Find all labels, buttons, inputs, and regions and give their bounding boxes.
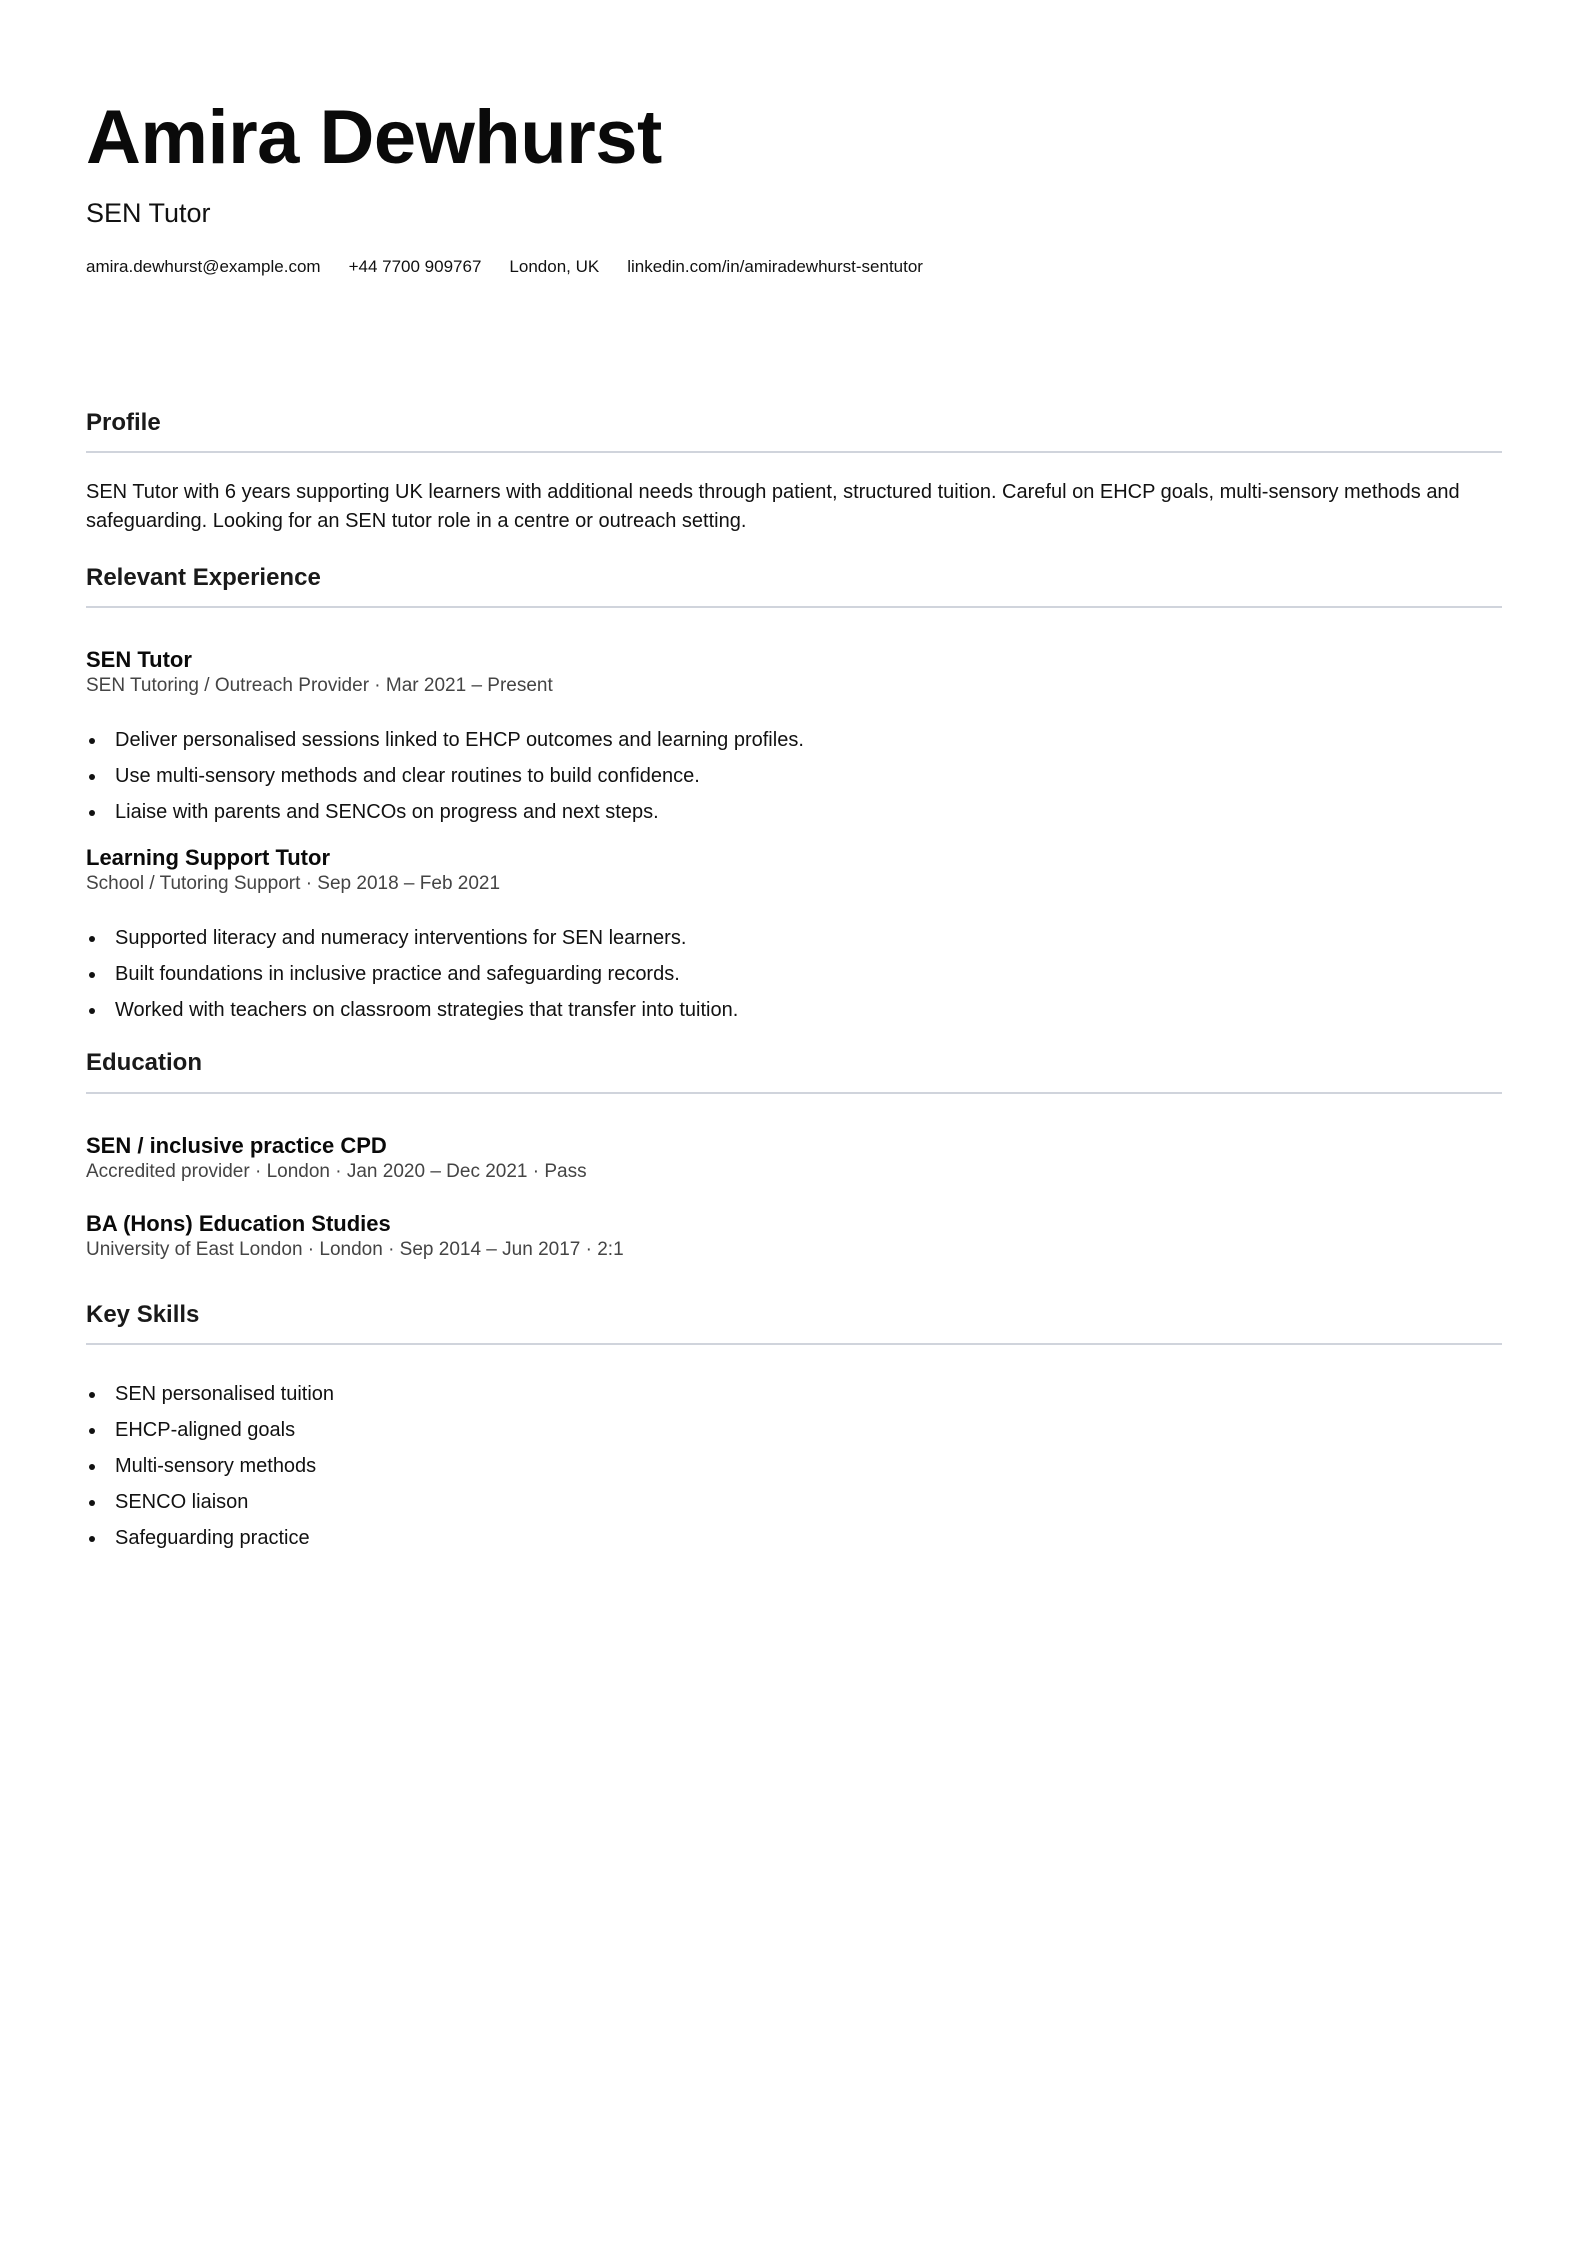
skills-list [86, 1376, 334, 1556]
list-item: Worked with teachers on classroom strategies that transfer into tuition. [86, 992, 738, 1028]
candidate-role: SEN Tutor [86, 198, 211, 228]
list-item: Liaise with parents and SENCOs on progress and next steps. [86, 794, 804, 830]
education-title: SEN / inclusive practice CPD [86, 1133, 387, 1158]
section-divider [86, 1092, 1502, 1094]
education-title: BA (Hons) Education Studies [86, 1211, 391, 1236]
section-heading-skills: Key Skills [86, 1301, 200, 1328]
contact-location: London, UK [509, 257, 600, 276]
list-item: Deliver personalised sessions linked to EHCP outcomes and learning profiles. [86, 722, 804, 758]
job-title: Learning Support Tutor [86, 845, 331, 870]
job-bullets [86, 722, 804, 830]
job-title: SEN Tutor [86, 647, 192, 672]
list-item: Use multi-sensory methods and clear routines to build confidence. [86, 758, 804, 794]
list-item: Supported literacy and numeracy interventions for SEN learners. [86, 920, 738, 956]
job-meta: School / Tutoring Support · Sep 2018 – Feb 2021 [86, 873, 501, 894]
contact-email[interactable]: amira.dewhurst@example.com [86, 257, 321, 276]
contact-row [86, 256, 923, 278]
list-item: Built foundations in inclusive practice and safeguarding records. [86, 956, 738, 992]
section-divider [86, 606, 1502, 608]
list-item: Safeguarding practice [86, 1520, 334, 1556]
job-bullets [86, 920, 738, 1028]
candidate-name: Amira Dewhurst [86, 95, 662, 180]
section-divider [86, 1343, 1502, 1345]
list-item: SEN personalised tuition [86, 1376, 334, 1412]
section-heading-experience: Relevant Experience [86, 564, 321, 591]
job-meta: SEN Tutoring / Outreach Provider · Mar 2021 – Present [86, 675, 553, 696]
section-divider [86, 451, 1502, 453]
contact-phone[interactable]: +44 7700 909767 [348, 257, 482, 276]
section-heading-profile: Profile [86, 409, 161, 436]
list-item: EHCP-aligned goals [86, 1412, 334, 1448]
contact-linkedin[interactable]: linkedin.com/in/amiradewhurst-sentutor [627, 257, 923, 276]
education-meta: University of East London · London · Sep 2014 – Jun 2017 · 2:1 [86, 1239, 624, 1260]
list-item: Multi-sensory methods [86, 1448, 334, 1484]
profile-summary: SEN Tutor with 6 years supporting UK learners with additional needs through patient, structured tuition. Careful on EHCP goals, multi-sensory methods and safeguarding. Looking for an SEN tutor role in a centre or outreach setting. [86, 481, 1460, 532]
education-meta: Accredited provider · London · Jan 2020 – Dec 2021 · Pass [86, 1161, 587, 1182]
section-heading-education: Education [86, 1049, 203, 1076]
list-item: SENCO liaison [86, 1484, 334, 1520]
